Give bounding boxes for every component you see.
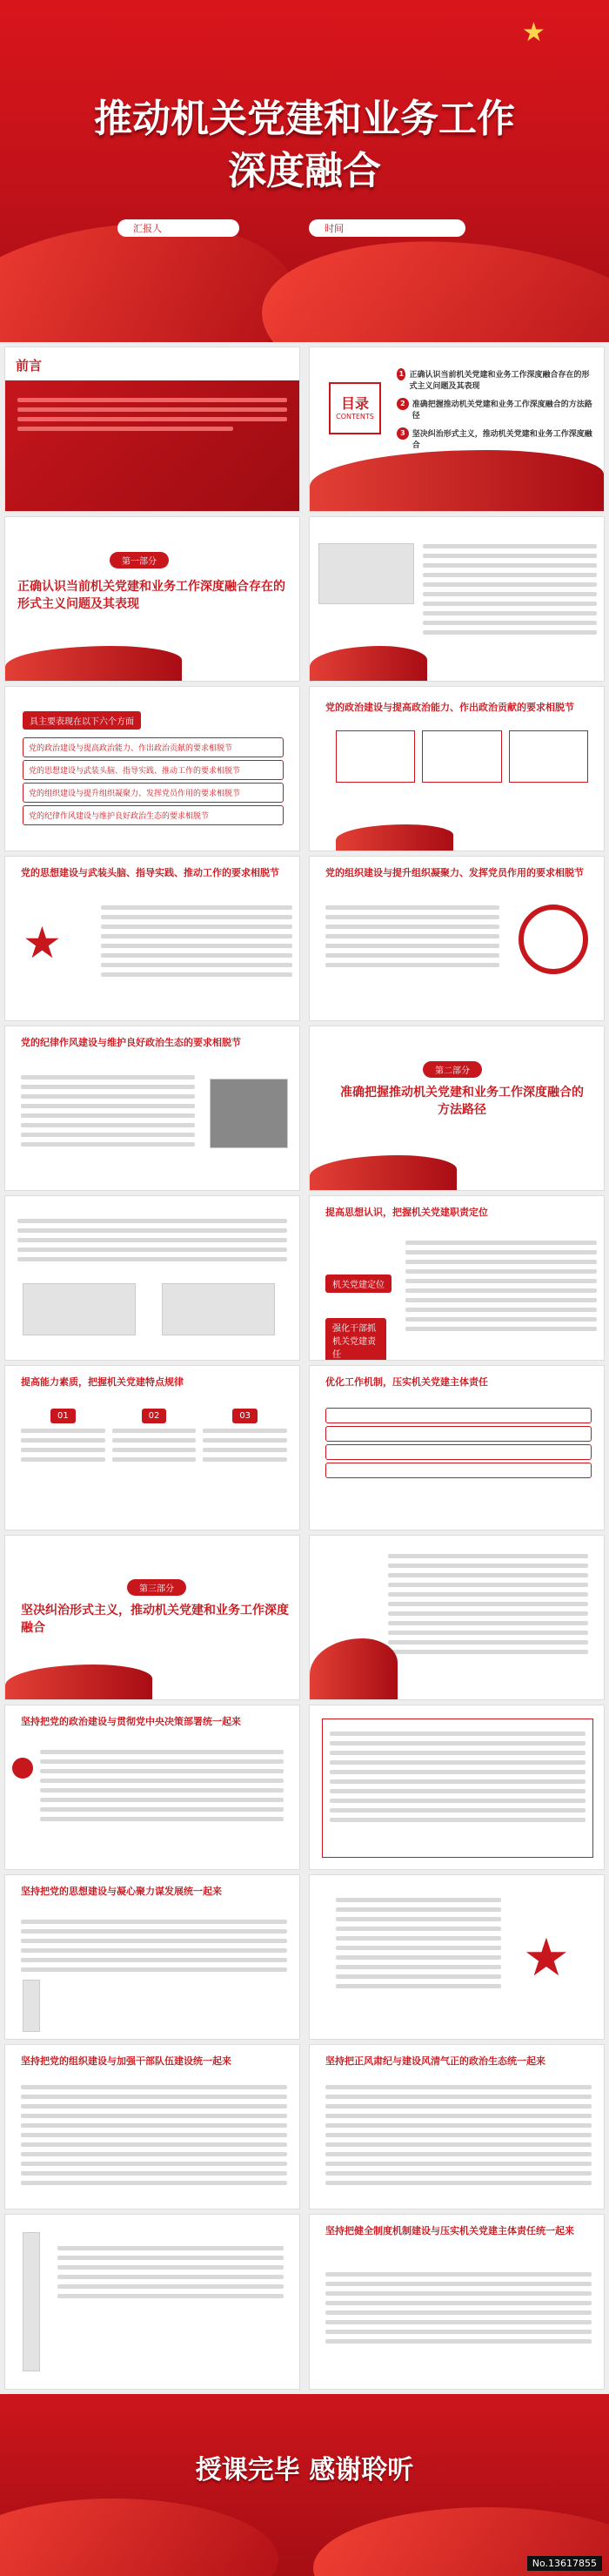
text-flag-slide: ★ [309,1874,605,2040]
column-number: 03 [232,1409,258,1423]
photo-placeholder [318,543,414,604]
awareness-slide [309,1195,605,1361]
slide-title: 党的思想建设与武装头脑、指导实践、推动工作的要求相脱节 [21,867,279,878]
slide-title: 提高思想认识，把握机关党建职责定位 [325,1207,488,1218]
pillar-image [23,1980,40,2032]
part2-badge: 第二部分 [423,1061,482,1078]
slide-title: 党的政治建设与提高政治能力、作出政治贡献的要求相脱节 [325,702,574,713]
part2-slide [309,1026,605,1191]
part1-badge: 第一部分 [110,552,169,568]
item-number: 2 [397,398,409,410]
cover-ribbon-right [253,222,609,342]
slide-c [4,2044,300,2209]
slide-title: 党的纪律作风建设与维护良好政治生态的要求相脱节 [21,1037,241,1048]
text-pillar-slide [4,2214,300,2390]
slide-title: 坚持把健全制度机制建设与压实机关党建主体责任统一起来 [325,2225,574,2236]
contents-wave [310,450,604,511]
item-number: 3 [397,427,409,440]
mechanism-slide [309,1365,605,1530]
slide-title: 坚持把党的思想建设与凝心聚力谋发展统一起来 [21,1886,222,1897]
part2-title: 准确把握推动机关党建和业务工作深度融合的方法路径 [340,1086,584,1117]
part3-title: 坚决纠治形式主义，推动机关党建和业务工作深度融合 [21,1604,289,1635]
slide-title: 坚持把党的组织建设与加强干部队伍建设统一起来 [21,2055,231,2067]
star-icon: ★ [522,17,545,48]
item-text: 准确把握推动机关党建和业务工作深度融合的方法路径 [412,400,592,420]
cover-meta [22,219,587,237]
political-slide [309,686,605,851]
contents-item[interactable] [397,427,597,450]
slide-title: 坚持把正风肃纪与建设风清气正的政治生态统一起来 [325,2055,545,2067]
contents-label-en: CONTENTS [336,413,374,420]
stock-number-stamp: No.13617855 [527,2556,602,2571]
text-photo-slide [309,516,605,682]
slide-e [309,2214,605,2390]
slide-d [309,2044,605,2209]
contents-item[interactable] [397,368,597,391]
slide-title: 优化工作机制，压实机关党建主体责任 [325,1376,488,1388]
cover-title-line1: 推动机关党建和业务工作 [94,97,515,141]
part3-badge: 第三部分 [127,1579,186,1596]
column-number: 02 [142,1409,167,1423]
list-item: 党的组织建设与提升组织凝聚力、发挥党员作用的要求相脱节 [23,783,284,803]
role-box: 机关党建定位 [325,1275,392,1293]
duty-box: 强化干部抓机关党建责任 [325,1318,386,1361]
list-item: 党的纪律作风建设与维护良好政治生态的要求相脱节 [23,805,284,825]
list-item: 党的思想建设与武装头脑、指导实践、推动工作的要求相脱节 [23,760,284,780]
slide-title: 党的组织建设与提升组织凝聚力、发挥党员作用的要求相脱节 [325,867,584,878]
ending-slide [0,2394,609,2576]
lion-statue-image [210,1079,288,1148]
cover-title-line2: 深度融合 [228,149,381,193]
contents-slide [309,346,605,512]
ability-slide [4,1365,300,1530]
pillar-image [23,2232,40,2371]
photo-placeholder [162,1283,275,1335]
list-heading: 具主要表现在以下六个方面 [23,711,141,730]
slide-b [4,1874,300,2040]
ending-text: 授课完毕 感谢聆听 [195,2455,414,2485]
text-slide [309,1535,605,1700]
part1-title: 正确认识当前机关党建和业务工作深度融合存在的形式主义问题及其表现 [17,580,285,611]
item-text: 正确认识当前机关党建和业务工作深度融合存在的形式主义问题及其表现 [409,371,590,391]
slide-title: 坚持把党的政治建设与贯彻党中央决策部署统一起来 [21,1716,241,1727]
list-slide [4,686,300,851]
time-label: 时间 [325,223,344,234]
org-slide [309,856,605,1021]
part3-slide [4,1535,300,1700]
column-number: 01 [50,1409,76,1423]
time-pill [309,219,465,237]
photo-placeholder [23,1283,136,1335]
text-image-slide [4,1195,300,1361]
slide-a [4,1705,300,1870]
contents-label: 目录 [340,395,369,412]
discipline-slide [4,1026,300,1191]
contents-item[interactable] [397,398,597,420]
item-number: 1 [397,368,405,380]
thought-slide: 党的思想建设与武装头脑、指导实践、推动工作的要求相脱节 ★ [4,856,300,1021]
cover-slide [0,0,609,342]
slide-title: 提高能力素质，把握机关党建特点规律 [21,1376,184,1388]
item-text: 坚决纠治形式主义，推动机关党建和业务工作深度融合 [412,430,592,450]
part1-slide [4,516,300,682]
preface-title: 前言 [16,358,43,373]
list-item: 党的政治建设与提高政治能力、作出政治贡献的要求相脱节 [23,737,284,757]
contents-label-box [329,382,381,434]
reporter-pill [117,219,239,237]
reporter-label: 汇报人 [133,223,162,234]
preface-slide [4,346,300,512]
text-box-slide [309,1705,605,1870]
